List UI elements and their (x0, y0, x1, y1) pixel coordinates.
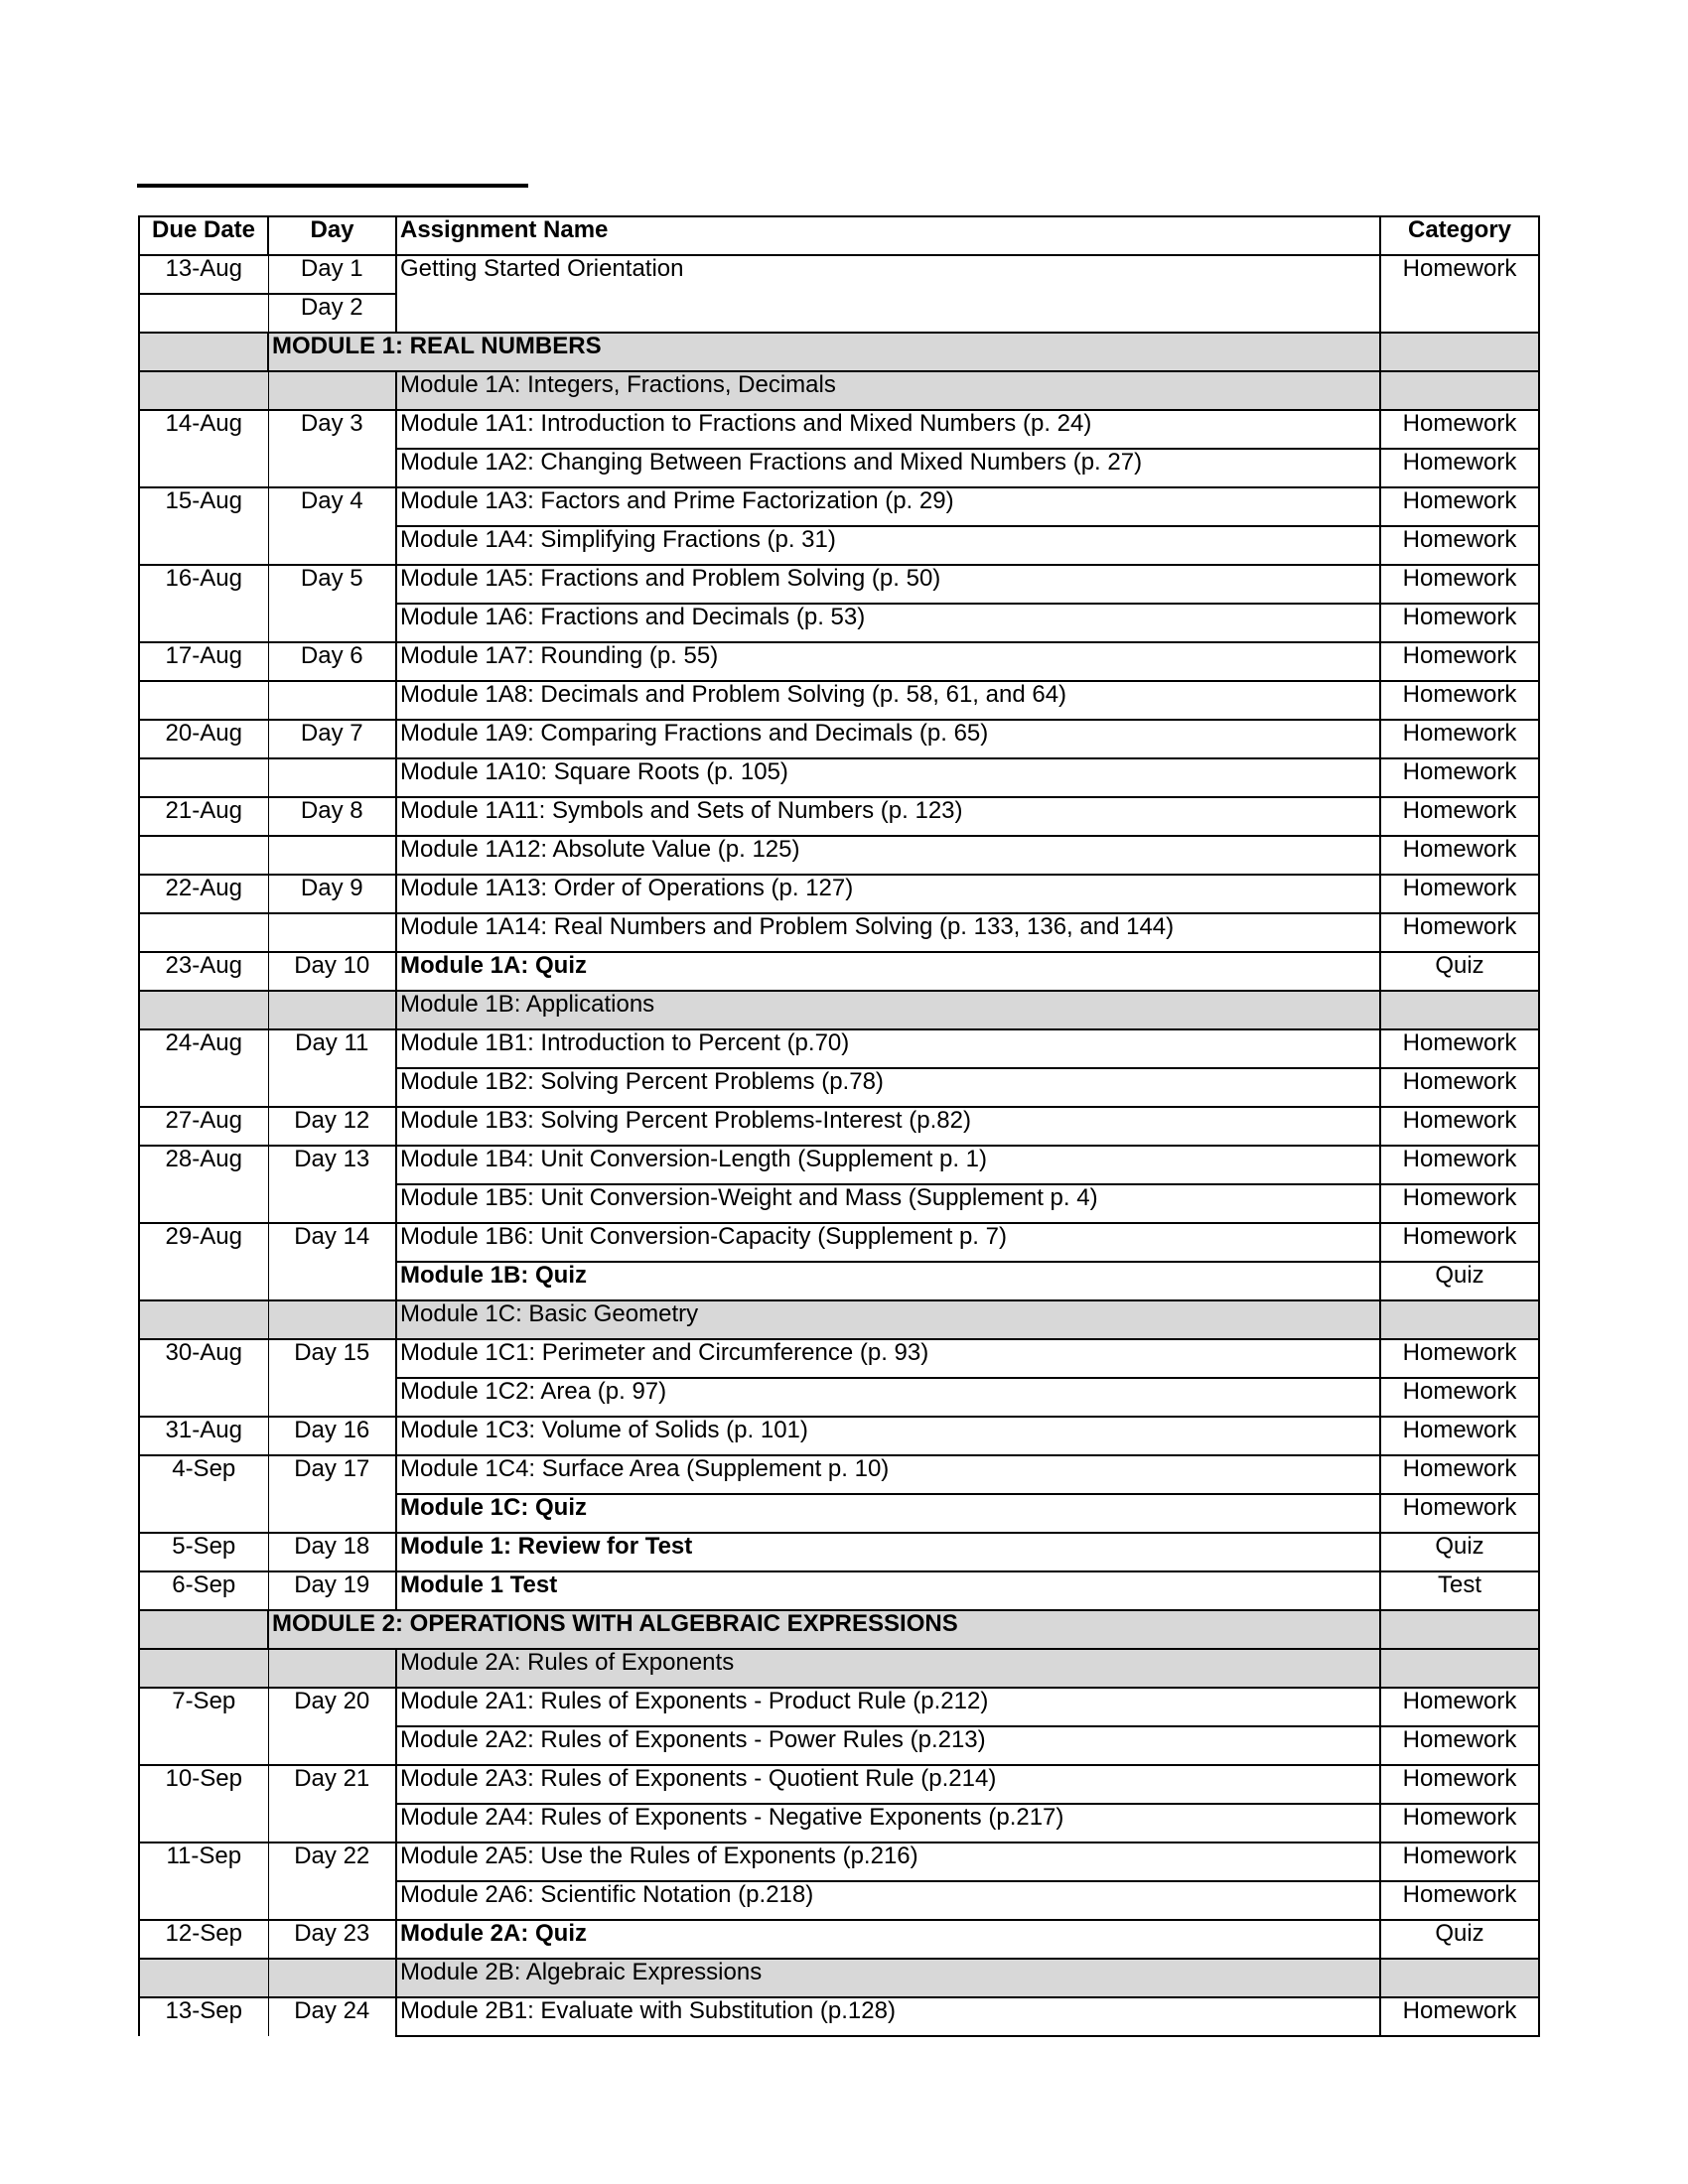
day-cell: Day 17 (268, 1455, 396, 1494)
day-cell: Day 24 (268, 1997, 396, 2036)
day-cell (268, 1649, 396, 1688)
day-cell: Day 3 (268, 410, 396, 449)
submodule-title: Module 1B: Applications (396, 991, 1380, 1029)
assignment-name-cell: Module 2B1: Evaluate with Substitution (p.128) (396, 1997, 1380, 2036)
assignment-name-cell: Module 1 Test (396, 1571, 1380, 1610)
assignment-name-cell: Module 1A14: Real Numbers and Problem Solving (p. 133, 136, and 144) (396, 913, 1380, 952)
table-row (139, 642, 1539, 681)
assignment-name-cell: Module 1B: Quiz (396, 1262, 1380, 1300)
due-date-cell: 5-Sep (139, 1533, 268, 1571)
assignment-name-cell: Module 2A2: Rules of Exponents - Power Rules (p.213) (396, 1726, 1380, 1765)
day-cell (268, 758, 396, 797)
table-row (139, 1688, 1539, 1726)
category-cell: Homework (1380, 797, 1539, 836)
assignment-name-cell: Module 1A3: Factors and Prime Factorization (p. 29) (396, 487, 1380, 526)
day-cell: Day 16 (268, 1417, 396, 1455)
assignment-name-cell: Module 1C1: Perimeter and Circumference (p. 93) (396, 1339, 1380, 1378)
day-cell (268, 1804, 396, 1843)
category-cell: Homework (1380, 1804, 1539, 1843)
category-cell: Quiz (1380, 1533, 1539, 1571)
module-title: MODULE 1: REAL NUMBERS (268, 333, 1380, 371)
submodule-heading-row (139, 1300, 1539, 1339)
due-date-cell (139, 681, 268, 720)
assignment-name-cell: Module 1C: Quiz (396, 1494, 1380, 1533)
due-date-cell: 27-Aug (139, 1107, 268, 1146)
table-row (139, 952, 1539, 991)
table-row (139, 1068, 1539, 1107)
day-cell (268, 526, 396, 565)
category-cell: Test (1380, 1571, 1539, 1610)
assignment-name-cell: Module 1A6: Fractions and Decimals (p. 53) (396, 604, 1380, 642)
due-date-cell: 13-Aug (139, 255, 268, 294)
day-cell: Day 18 (268, 1533, 396, 1571)
assignment-name-cell: Module 1C4: Surface Area (Supplement p. 10) (396, 1455, 1380, 1494)
table-row (139, 1455, 1539, 1494)
assignment-name-cell: Module 1C2: Area (p. 97) (396, 1378, 1380, 1417)
assignment-name-cell: Module 1C3: Volume of Solids (p. 101) (396, 1417, 1380, 1455)
assignment-name-cell: Module 1A5: Fractions and Problem Solving (p. 50) (396, 565, 1380, 604)
table-row (139, 1262, 1539, 1300)
submodule-title: Module 2B: Algebraic Expressions (396, 1959, 1380, 1997)
due-date-cell (139, 1494, 268, 1533)
category-cell (1380, 1610, 1539, 1649)
header-category: Category (1380, 216, 1539, 255)
table-row (139, 1843, 1539, 1881)
day-cell (268, 1262, 396, 1300)
assignment-name-cell: Module 1B1: Introduction to Percent (p.70) (396, 1029, 1380, 1068)
due-date-cell: 22-Aug (139, 875, 268, 913)
category-cell: Homework (1380, 642, 1539, 681)
day-cell: Day 7 (268, 720, 396, 758)
day-cell (268, 1300, 396, 1339)
category-cell: Homework (1380, 1339, 1539, 1378)
assignment-name-cell: Module 2A1: Rules of Exponents - Product Rule (p.212) (396, 1688, 1380, 1726)
assignment-name-cell: Module 1A1: Introduction to Fractions and Mixed Numbers (p. 24) (396, 410, 1380, 449)
category-cell (1380, 1649, 1539, 1688)
assignment-name-cell: Module 1A2: Changing Between Fractions and Mixed Numbers (p. 27) (396, 449, 1380, 487)
header-assignment-name: Assignment Name (396, 216, 1380, 255)
category-cell: Homework (1380, 604, 1539, 642)
day-cell (268, 1726, 396, 1765)
assignment-name-cell: Module 2A4: Rules of Exponents - Negative Exponents (p.217) (396, 1804, 1380, 1843)
due-date-cell (139, 1262, 268, 1300)
category-cell (1380, 371, 1539, 410)
category-cell: Homework (1380, 1881, 1539, 1920)
assignment-name-cell: Module 2A: Quiz (396, 1920, 1380, 1959)
assignment-name-cell: Module 1A11: Symbols and Sets of Numbers (p. 123) (396, 797, 1380, 836)
due-date-cell: 12-Sep (139, 1920, 268, 1959)
day-cell (268, 1184, 396, 1223)
header-due-date: Due Date (139, 216, 268, 255)
category-cell: Homework (1380, 410, 1539, 449)
submodule-title: Module 2A: Rules of Exponents (396, 1649, 1380, 1688)
category-cell: Homework (1380, 1843, 1539, 1881)
assignment-name-cell: Module 1A: Quiz (396, 952, 1380, 991)
category-cell: Homework (1380, 1494, 1539, 1533)
day-cell (268, 1378, 396, 1417)
day-cell: Day 19 (268, 1571, 396, 1610)
category-cell (1380, 1959, 1539, 1997)
due-date-cell (139, 371, 268, 410)
category-cell: Homework (1380, 449, 1539, 487)
submodule-title: Module 1C: Basic Geometry (396, 1300, 1380, 1339)
category-cell: Homework (1380, 1997, 1539, 2036)
due-date-cell: 23-Aug (139, 952, 268, 991)
table-header-row (139, 216, 1539, 255)
table-row (139, 1378, 1539, 1417)
day-cell: Day 1 (268, 255, 396, 294)
table-row (139, 1920, 1539, 1959)
day-cell: Day 14 (268, 1223, 396, 1262)
day-cell (268, 1959, 396, 1997)
submodule-heading-row (139, 991, 1539, 1029)
day-cell (268, 371, 396, 410)
category-cell: Quiz (1380, 1262, 1539, 1300)
top-rule (137, 184, 528, 188)
due-date-cell: 28-Aug (139, 1146, 268, 1184)
table-row (139, 255, 1539, 294)
category-cell: Homework (1380, 1146, 1539, 1184)
category-cell: Homework (1380, 1107, 1539, 1146)
category-cell: Homework (1380, 1765, 1539, 1804)
day-cell (268, 991, 396, 1029)
table-row (139, 913, 1539, 952)
table-row (139, 1571, 1539, 1610)
assignment-name-cell: Module 1B5: Unit Conversion-Weight and Mass (Supplement p. 4) (396, 1184, 1380, 1223)
table-row (139, 1339, 1539, 1378)
category-cell: Homework (1380, 836, 1539, 875)
table-row (139, 681, 1539, 720)
category-cell: Homework (1380, 758, 1539, 797)
due-date-cell (139, 1068, 268, 1107)
due-date-cell: 14-Aug (139, 410, 268, 449)
table-row (139, 1726, 1539, 1765)
assignment-name-cell: Module 1: Review for Test (396, 1533, 1380, 1571)
table-body (139, 255, 1539, 2036)
table-row (139, 449, 1539, 487)
due-date-cell: 20-Aug (139, 720, 268, 758)
assignment-name-cell: Module 1B6: Unit Conversion-Capacity (Supplement p. 7) (396, 1223, 1380, 1262)
due-date-cell (139, 333, 268, 371)
day-cell: Day 10 (268, 952, 396, 991)
category-cell: Homework (1380, 1417, 1539, 1455)
table-row (139, 1533, 1539, 1571)
category-cell (1380, 333, 1539, 371)
day-cell: Day 22 (268, 1843, 396, 1881)
due-date-cell (139, 1300, 268, 1339)
assignment-name-cell: Module 2A6: Scientific Notation (p.218) (396, 1881, 1380, 1920)
category-cell: Homework (1380, 681, 1539, 720)
due-date-cell: 13-Sep (139, 1997, 268, 2036)
due-date-cell (139, 913, 268, 952)
category-cell: Homework (1380, 565, 1539, 604)
category-cell: Quiz (1380, 1920, 1539, 1959)
assignment-name-cell: Module 1A10: Square Roots (p. 105) (396, 758, 1380, 797)
table-row (139, 1184, 1539, 1223)
day-cell: Day 15 (268, 1339, 396, 1378)
table-row (139, 1107, 1539, 1146)
day-cell (268, 681, 396, 720)
assignment-name-cell: Getting Started Orientation (396, 255, 1380, 333)
day-cell: Day 20 (268, 1688, 396, 1726)
table-row (139, 720, 1539, 758)
table-row (139, 410, 1539, 449)
category-cell: Homework (1380, 1068, 1539, 1107)
submodule-heading-row (139, 1959, 1539, 1997)
due-date-cell (139, 604, 268, 642)
due-date-cell: 10-Sep (139, 1765, 268, 1804)
day-cell (268, 1068, 396, 1107)
category-cell: Homework (1380, 875, 1539, 913)
due-date-cell (139, 836, 268, 875)
table-row (139, 487, 1539, 526)
assignment-name-cell: Module 1A12: Absolute Value (p. 125) (396, 836, 1380, 875)
category-cell: Homework (1380, 913, 1539, 952)
due-date-cell (139, 1649, 268, 1688)
due-date-cell (139, 1184, 268, 1223)
due-date-cell (139, 991, 268, 1029)
submodule-heading-row (139, 1649, 1539, 1688)
table-row (139, 526, 1539, 565)
category-cell: Homework (1380, 1378, 1539, 1417)
assignment-name-cell: Module 1A4: Simplifying Fractions (p. 31) (396, 526, 1380, 565)
table-row (139, 1029, 1539, 1068)
module-heading-row (139, 1610, 1539, 1649)
table-row (139, 1997, 1539, 2036)
category-cell: Homework (1380, 1184, 1539, 1223)
table-row (139, 1765, 1539, 1804)
category-cell: Homework (1380, 1223, 1539, 1262)
due-date-cell (139, 1804, 268, 1843)
day-cell (268, 604, 396, 642)
category-cell: Homework (1380, 1688, 1539, 1726)
category-cell: Quiz (1380, 952, 1539, 991)
due-date-cell: 30-Aug (139, 1339, 268, 1378)
table-row (139, 604, 1539, 642)
due-date-cell: 11-Sep (139, 1843, 268, 1881)
day-cell (268, 449, 396, 487)
submodule-title: Module 1A: Integers, Fractions, Decimals (396, 371, 1380, 410)
day-cell: Day 6 (268, 642, 396, 681)
table-row (139, 1804, 1539, 1843)
due-date-cell (139, 1726, 268, 1765)
header-day: Day (268, 216, 396, 255)
day-cell: Day 8 (268, 797, 396, 836)
category-cell: Homework (1380, 1455, 1539, 1494)
due-date-cell: 17-Aug (139, 642, 268, 681)
due-date-cell: 31-Aug (139, 1417, 268, 1455)
category-cell (1380, 1300, 1539, 1339)
category-cell: Homework (1380, 1726, 1539, 1765)
table-row (139, 565, 1539, 604)
assignment-name-cell: Module 1B4: Unit Conversion-Length (Supplement p. 1) (396, 1146, 1380, 1184)
day-cell: Day 11 (268, 1029, 396, 1068)
day-cell (268, 913, 396, 952)
assignment-name-cell: Module 1B2: Solving Percent Problems (p.78) (396, 1068, 1380, 1107)
due-date-cell (139, 1378, 268, 1417)
assignment-name-cell: Module 2A5: Use the Rules of Exponents (p.216) (396, 1843, 1380, 1881)
module-heading-row (139, 333, 1539, 371)
due-date-cell: 24-Aug (139, 1029, 268, 1068)
table-row (139, 875, 1539, 913)
day-cell (268, 1494, 396, 1533)
table-row (139, 1223, 1539, 1262)
due-date-cell (139, 1959, 268, 1997)
due-date-cell (139, 1881, 268, 1920)
assignment-name-cell: Module 2A3: Rules of Exponents - Quotient Rule (p.214) (396, 1765, 1380, 1804)
table-row (139, 1881, 1539, 1920)
day-cell: Day 21 (268, 1765, 396, 1804)
assignment-name-cell: Module 1A13: Order of Operations (p. 127) (396, 875, 1380, 913)
assignment-schedule-table (138, 215, 1540, 2037)
submodule-heading-row (139, 371, 1539, 410)
category-cell: Homework (1380, 487, 1539, 526)
assignment-name-cell: Module 1A7: Rounding (p. 55) (396, 642, 1380, 681)
due-date-cell: 4-Sep (139, 1455, 268, 1494)
assignment-name-cell: Module 1A9: Comparing Fractions and Decimals (p. 65) (396, 720, 1380, 758)
table-row (139, 836, 1539, 875)
day-cell (268, 1881, 396, 1920)
due-date-cell (139, 526, 268, 565)
day-cell: Day 23 (268, 1920, 396, 1959)
module-title: MODULE 2: OPERATIONS WITH ALGEBRAIC EXPRESSIONS (268, 1610, 1380, 1649)
due-date-cell (139, 1610, 268, 1649)
assignment-name-cell: Module 1B3: Solving Percent Problems-Interest (p.82) (396, 1107, 1380, 1146)
due-date-cell: 16-Aug (139, 565, 268, 604)
day-cell: Day 12 (268, 1107, 396, 1146)
table-row (139, 758, 1539, 797)
assignment-name-cell: Module 1A8: Decimals and Problem Solving (p. 58, 61, and 64) (396, 681, 1380, 720)
category-cell (1380, 991, 1539, 1029)
category-cell: Homework (1380, 526, 1539, 565)
day-cell: Day 9 (268, 875, 396, 913)
table-row (139, 1146, 1539, 1184)
day-cell: Day 2 (268, 294, 396, 333)
due-date-cell (139, 294, 268, 333)
day-cell: Day 4 (268, 487, 396, 526)
category-cell: Homework (1380, 720, 1539, 758)
table-row (139, 1417, 1539, 1455)
due-date-cell: 21-Aug (139, 797, 268, 836)
due-date-cell: 6-Sep (139, 1571, 268, 1610)
due-date-cell (139, 758, 268, 797)
day-cell: Day 5 (268, 565, 396, 604)
category-cell: Homework (1380, 1029, 1539, 1068)
due-date-cell: 15-Aug (139, 487, 268, 526)
due-date-cell: 29-Aug (139, 1223, 268, 1262)
due-date-cell (139, 449, 268, 487)
day-cell (268, 836, 396, 875)
due-date-cell: 7-Sep (139, 1688, 268, 1726)
day-cell: Day 13 (268, 1146, 396, 1184)
category-cell: Homework (1380, 255, 1539, 333)
table-row (139, 797, 1539, 836)
table-row (139, 1494, 1539, 1533)
